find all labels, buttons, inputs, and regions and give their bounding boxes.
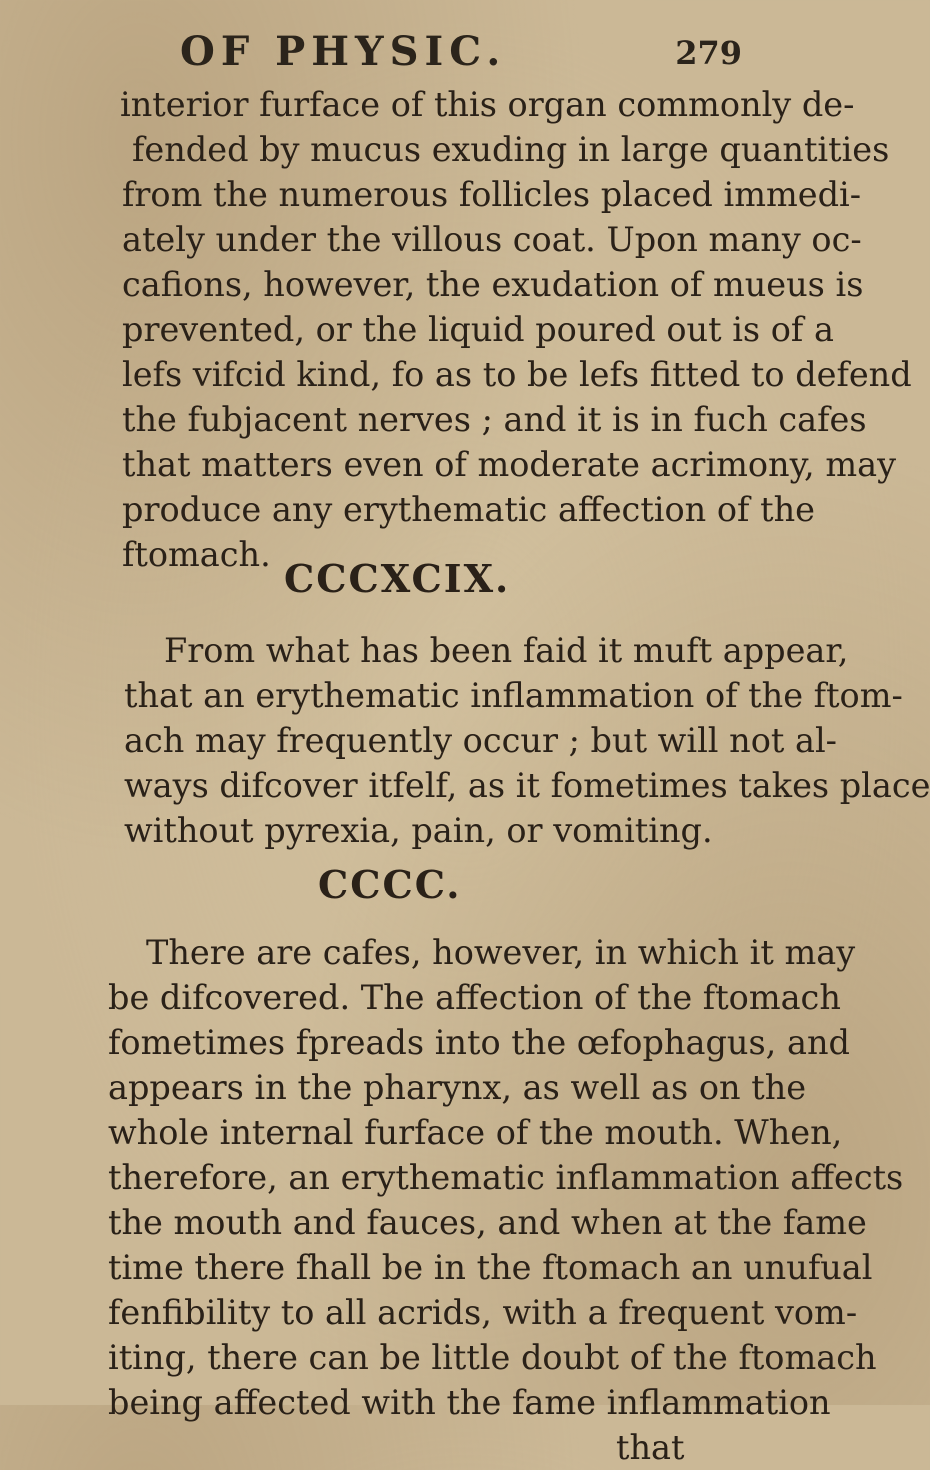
text-line: ftomach. (122, 535, 271, 574)
text-line: be difcovered. The affection of the ftomach (108, 978, 841, 1017)
text-line: being affected with the fame inflammation (108, 1383, 831, 1422)
text-line: cafions, however, the exudation of mueus is (122, 265, 864, 304)
section-heading: CCCXCIX. (284, 556, 511, 601)
text-line: lefs vifcid kind, fo as to be lefs fitted to defend (122, 355, 912, 394)
text-line: From what has been faid it muft appear, (164, 631, 849, 670)
section-heading: CCCC. (318, 862, 462, 907)
text-line: the mouth and fauces, and when at the fame (108, 1203, 867, 1242)
text-line: fometimes fpreads into the œfophagus, and (108, 1023, 850, 1062)
text-line: ways difcover itfelf, as it fometimes takes place (124, 766, 930, 805)
text-line: iting, there can be little doubt of the ftomach (108, 1338, 877, 1377)
paragraph-continued (0, 82, 912, 577)
text-line: whole internal furface of the mouth. When, (108, 1113, 843, 1152)
text-line: that an erythematic inflammation of the ftom- (124, 676, 903, 715)
text-line: ately under the villous coat. Upon many oc- (122, 220, 862, 259)
text-line: the fubjacent nerves ; and it is in fuch cafes (122, 400, 867, 439)
text-line: fenfibility to all acrids, with a frequent vom- (108, 1293, 858, 1332)
text-line: fended by mucus exuding in large quantities (132, 130, 890, 169)
text-line: without pyrexia, pain, or vomiting. (124, 811, 713, 850)
text-line: appears in the pharynx, as well as on the (108, 1068, 807, 1107)
text-line: ach may frequently occur ; but will not al- (124, 721, 838, 760)
text-line: time there fhall be in the ftomach an unufual (108, 1248, 873, 1287)
text-line: prevented, or the liquid poured out is of a (122, 310, 834, 349)
page-number: 279 (675, 34, 742, 72)
catchword: that (616, 1428, 685, 1467)
text-line: produce any erythematic affection of the (122, 490, 815, 529)
text-line: therefore, an erythematic inflammation affects (108, 1158, 904, 1197)
text-line: that matters even of moderate acrimony, may (122, 445, 897, 484)
paragraph (0, 628, 930, 853)
text-line: interior furface of this organ commonly de- (120, 85, 855, 124)
paragraph (0, 930, 904, 1470)
running-head (0, 28, 800, 78)
text-line: from the numerous follicles placed immedi- (122, 175, 862, 214)
running-head-title: OF PHYSIC. (180, 28, 507, 75)
text-line: There are cafes, however, in which it may (146, 933, 856, 972)
